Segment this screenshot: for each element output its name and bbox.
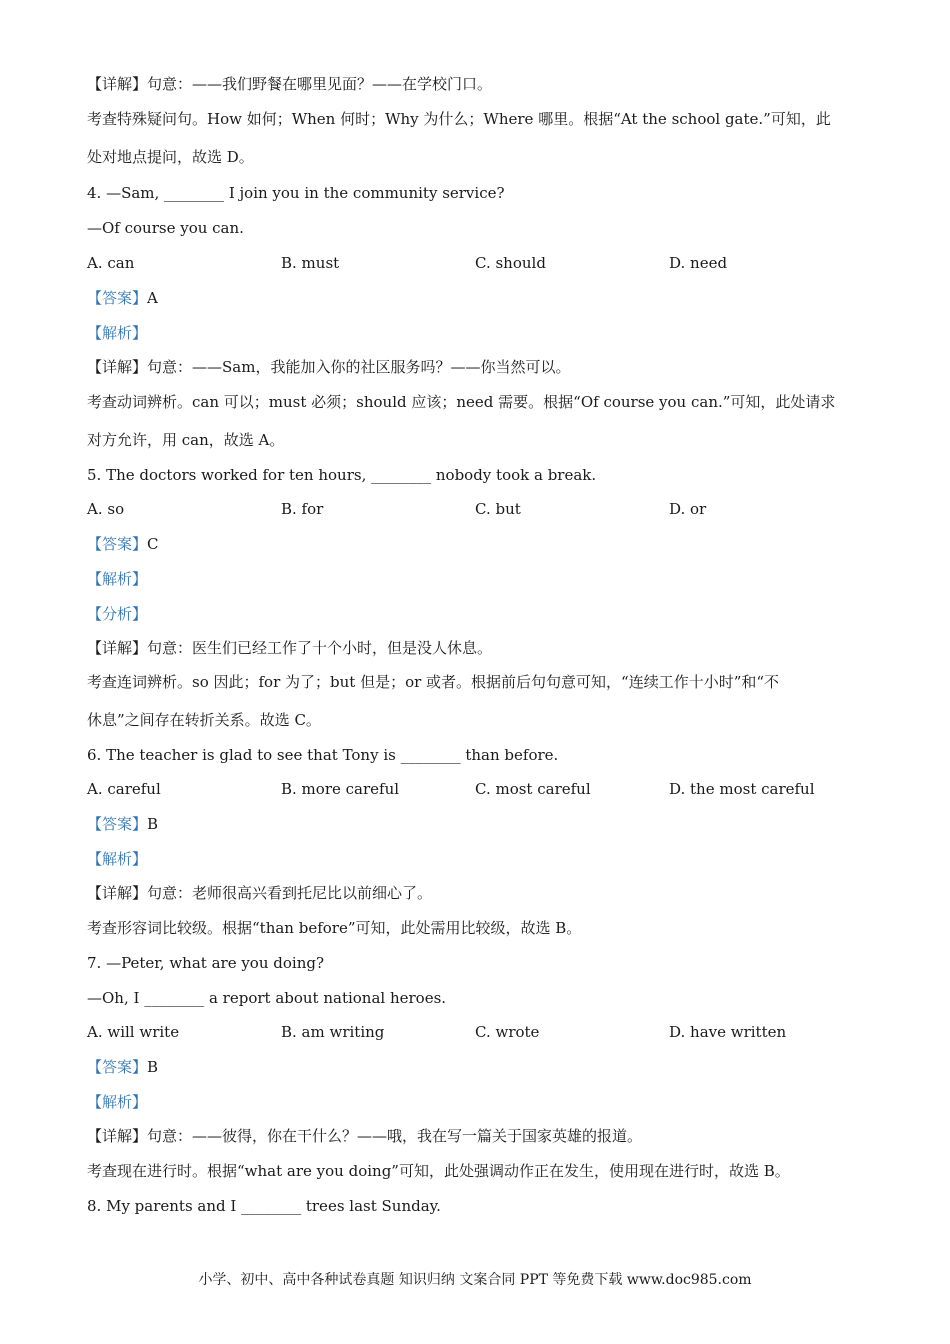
options-row (87, 779, 863, 799)
analysis-label-tag: 【解析】 (87, 1093, 148, 1111)
option-b: B. must (281, 254, 340, 272)
answer-line-tag: 【答案】 (87, 289, 148, 307)
text-line-text: 考查形容词比较级。根据“than before”可知，此处需用比较级，故选 B。 (87, 919, 582, 937)
text-line (87, 465, 596, 485)
answer-line (87, 288, 158, 308)
text-line-text: 处对地点提问，故选 D。 (87, 148, 254, 166)
text-line-text: 考查特殊疑问句。How 如何；When 何时；Why 为什么；Where 哪里。根据“At the school gate.”可知，此 (87, 110, 831, 128)
options-row (87, 499, 863, 519)
analysis-label (87, 569, 147, 589)
answer-line-text: B (147, 1058, 159, 1076)
detail-line-text: 句意：——Sam，我能加入你的社区服务吗？——你当然可以。 (147, 358, 571, 376)
fenxi-label (87, 604, 147, 624)
text-line (87, 710, 321, 730)
option-c: C. wrote (475, 1023, 540, 1041)
option-d: D. need (669, 254, 728, 272)
page-footer: 小学、初中、高中各种试卷真题 知识归纳 文案合同 PPT 等免费下载 www.doc985.com (198, 1272, 752, 1288)
text-line-text: 考查动词辨析。can 可以；must 必须；should 应该；need 需要。根据“Of course you can.”可知，此处请求 (87, 393, 836, 411)
detail-line-text: 句意：医生们已经工作了十个小时，但是没人休息。 (147, 639, 493, 657)
text-line (87, 392, 835, 412)
option-b: B. am writing (281, 1023, 385, 1041)
text-line (87, 1196, 441, 1216)
detail-line (87, 1126, 642, 1146)
text-line-text: 4. —Sam, ________ I join you in the community service? (87, 184, 505, 202)
detail-line-tag: 【详解】 (87, 1127, 148, 1145)
answer-line-tag: 【答案】 (87, 535, 148, 553)
option-b: B. for (281, 500, 324, 518)
options-row (87, 1022, 863, 1042)
option-d: D. the most careful (669, 780, 815, 798)
text-line (87, 218, 244, 238)
text-line (87, 430, 284, 450)
fenxi-label-tag: 【分析】 (87, 605, 148, 623)
option-c: C. should (475, 254, 546, 272)
analysis-label (87, 849, 147, 869)
text-line-text: 对方允许，用 can，故选 A。 (87, 431, 285, 449)
answer-line-tag: 【答案】 (87, 815, 148, 833)
analysis-label (87, 323, 147, 343)
detail-line-tag: 【详解】 (87, 639, 148, 657)
text-line (87, 183, 505, 203)
option-d: D. or (669, 500, 707, 518)
option-a: A. so (87, 500, 125, 518)
detail-line-tag: 【详解】 (87, 358, 148, 376)
text-line (87, 918, 581, 938)
text-line (87, 1161, 790, 1181)
detail-line (87, 74, 492, 94)
answer-line-text: A (147, 289, 158, 307)
text-line-text: 7. —Peter, what are you doing? (87, 954, 325, 972)
answer-line (87, 814, 158, 834)
option-d: D. have written (669, 1023, 787, 1041)
detail-line-tag: 【详解】 (87, 75, 148, 93)
text-line-text: 8. My parents and I ________ trees last Sunday. (87, 1197, 441, 1215)
analysis-label-tag: 【解析】 (87, 570, 148, 588)
text-line-text: 考查连词辨析。so 因此；for 为了；but 但是；or 或者。根据前后句句意可知，“连续工作十小时”和“不 (87, 673, 780, 691)
answer-line-text: C (147, 535, 159, 553)
text-line (87, 953, 324, 973)
text-line-text: —Of course you can. (87, 219, 244, 237)
detail-line-text: 句意：——我们野餐在哪里见面？——在学校门口。 (147, 75, 493, 93)
analysis-label-tag: 【解析】 (87, 850, 148, 868)
text-line-text: —Oh, I ________ a report about national heroes. (87, 989, 447, 1007)
answer-line-text: B (147, 815, 159, 833)
analysis-label (87, 1092, 147, 1112)
text-line (87, 147, 254, 167)
option-c: C. most careful (475, 780, 591, 798)
analysis-label-tag: 【解析】 (87, 324, 148, 342)
text-line (87, 109, 831, 129)
text-line-text: 5. The doctors worked for ten hours, ________ nobody took a break. (87, 466, 597, 484)
text-line (87, 745, 558, 765)
text-line-text: 6. The teacher is glad to see that Tony is ________ than before. (87, 746, 559, 764)
options-row (87, 253, 863, 273)
detail-line-text: 句意：老师很高兴看到托尼比以前细心了。 (147, 884, 433, 902)
text-line (87, 988, 446, 1008)
option-a: A. careful (87, 780, 161, 798)
option-a: A. can (87, 254, 135, 272)
detail-line-tag: 【详解】 (87, 884, 148, 902)
detail-line (87, 883, 432, 903)
option-a: A. will write (87, 1023, 180, 1041)
text-line-text: 休息”之间存在转折关系。故选 C。 (87, 711, 321, 729)
detail-line (87, 357, 570, 377)
answer-line (87, 534, 159, 554)
option-b: B. more careful (281, 780, 400, 798)
answer-line (87, 1057, 158, 1077)
text-line (87, 672, 779, 692)
detail-line-text: 句意：——彼得，你在干什么？——哦，我在写一篇关于国家英雄的报道。 (147, 1127, 643, 1145)
text-line-text: 考查现在进行时。根据“what are you doing”可知，此处强调动作正在发生，使用现在进行时，故选 B。 (87, 1162, 790, 1180)
answer-line-tag: 【答案】 (87, 1058, 148, 1076)
detail-line (87, 638, 492, 658)
option-c: C. but (475, 500, 521, 518)
